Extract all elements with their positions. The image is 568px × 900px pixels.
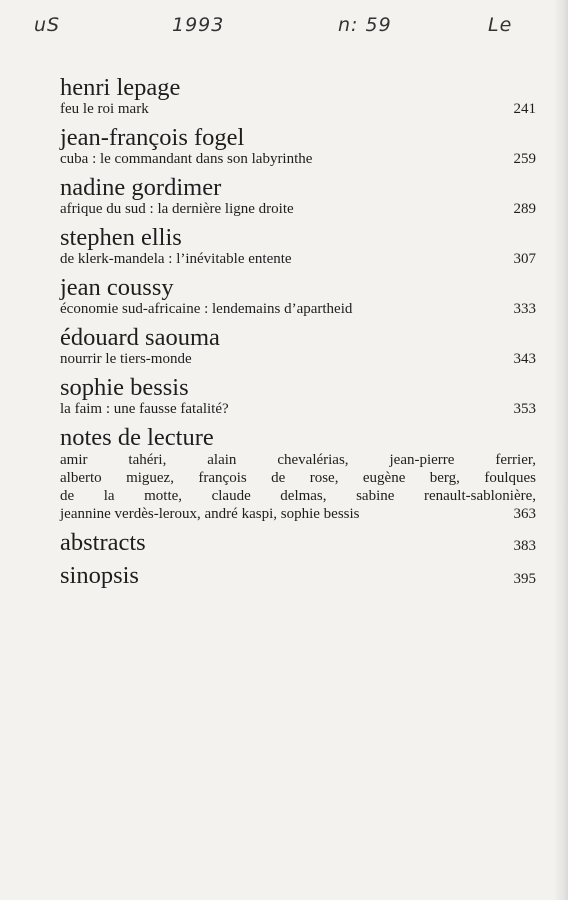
handwritten-issue-number: n: 59 (338, 14, 392, 36)
entry-author: stephen ellis (60, 224, 182, 251)
entry-title: économie sud-africaine : lendemains d’apartheid (60, 301, 353, 317)
entry-line (60, 401, 536, 418)
entry-line (60, 301, 536, 318)
entry-title: cuba : le commandant dans son labyrinthe (60, 151, 313, 167)
entry-line (60, 151, 536, 168)
page-edge-shadow (554, 0, 568, 900)
notes-line: de la motte, claude delmas, sabine renault-sablonière, (60, 488, 536, 504)
notes-line: amir tahéri, alain chevalérias, jean-pierre ferrier, (60, 452, 536, 468)
toc-entry (60, 225, 536, 268)
entry-page: 363 (513, 506, 536, 522)
toc-entry (60, 125, 536, 168)
toc-entry-abstracts (60, 530, 536, 556)
entry-page: 395 (513, 571, 536, 587)
notes-authors (60, 451, 536, 505)
notes-last-line (60, 505, 536, 523)
toc-entry (60, 75, 536, 118)
notes-line: alberto miguez, françois de rose, eugène berg, foulques (60, 470, 536, 486)
entry-title: feu le roi mark (60, 101, 149, 117)
entry-page: 307 (513, 251, 536, 267)
entry-title: afrique du sud : la dernière ligne droite (60, 201, 294, 217)
entry-page: 343 (513, 351, 536, 367)
entry-page: 289 (513, 201, 536, 217)
entry-line (60, 251, 536, 268)
entry-author: édouard saouma (60, 324, 220, 351)
handwritten-year: 1993 (172, 14, 225, 36)
entry-page: 333 (513, 301, 536, 317)
toc-entry (60, 275, 536, 318)
notes-line: jeannine verdès-leroux, andré kaspi, sophie bessis (60, 506, 360, 522)
entry-line (60, 101, 536, 118)
toc-entry (60, 375, 536, 418)
notes-heading: notes de lecture (60, 424, 214, 451)
abstracts-heading: abstracts (60, 529, 146, 556)
toc-entry (60, 325, 536, 368)
entry-page: 259 (513, 151, 536, 167)
toc-entry (60, 175, 536, 218)
entry-author: jean coussy (60, 274, 174, 301)
entry-author: jean-françois fogel (60, 124, 245, 151)
entry-title: nourrir le tiers-monde (60, 351, 192, 367)
handwritten-note-4: Le (488, 14, 513, 36)
table-of-contents (60, 75, 536, 596)
entry-author: nadine gordimer (60, 174, 222, 201)
handwritten-note-1: uS (34, 14, 61, 36)
entry-line (60, 351, 536, 368)
toc-entry-sinopsis (60, 563, 536, 589)
sinopsis-heading: sinopsis (60, 562, 139, 589)
entry-author: henri lepage (60, 74, 181, 101)
entry-line (60, 201, 536, 218)
toc-entry-notes (60, 425, 536, 523)
entry-title: la faim : une fausse fatalité? (60, 401, 229, 417)
entry-author: sophie bessis (60, 374, 189, 401)
entry-page: 241 (513, 101, 536, 117)
entry-title: de klerk-mandela : l’inévitable entente (60, 251, 292, 267)
entry-page: 353 (513, 401, 536, 417)
entry-page: 383 (513, 538, 536, 554)
